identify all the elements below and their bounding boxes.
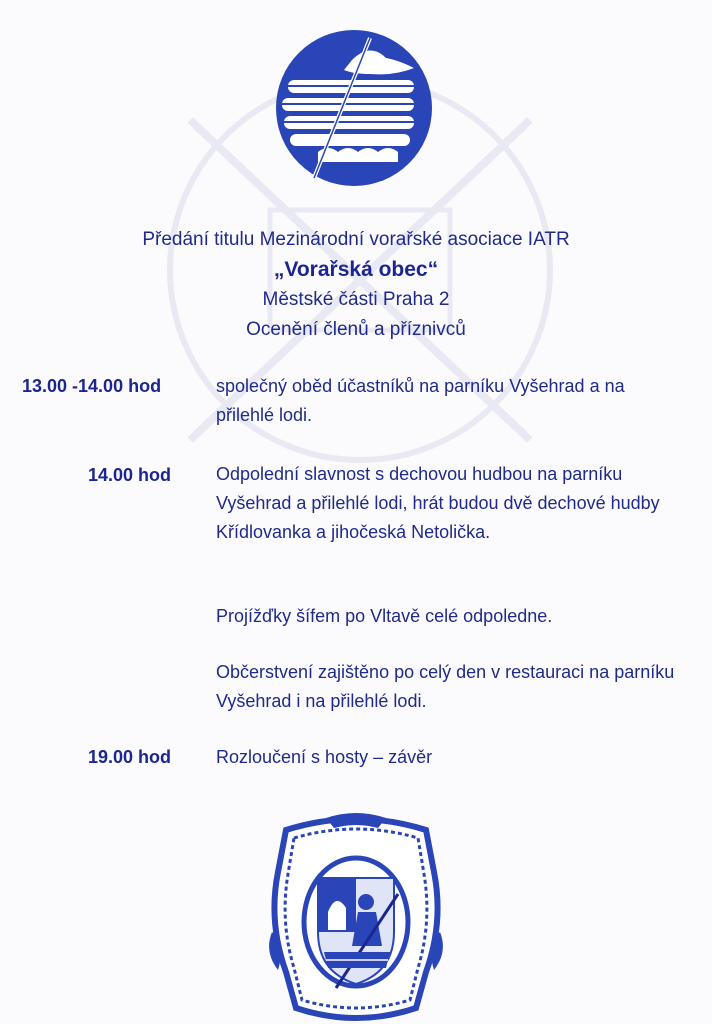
event-title: „Vorařská obec“: [273, 258, 439, 281]
schedule-time: 14.00 hod: [88, 465, 172, 485]
header-line-3: Městské části Praha 2: [262, 289, 450, 310]
schedule-text: Odpolední slavnost s dechovou hudbou na parníku Vyšehrad a přilehlé lodi, hrát budou dvě dechové hudby Křídlovanka a jihočeská Netolička.: [216, 464, 660, 542]
schedule-text: Rozloučení s hosty – závěr: [216, 747, 433, 767]
event-header: [0, 225, 712, 345]
coat-of-arms-icon: [266, 812, 446, 1024]
raft-logo-icon: [274, 28, 434, 188]
header-line-1: Předání titulu Mezinárodní vorařské asociace IATR: [142, 229, 570, 250]
schedule-time: 19.00 hod: [88, 747, 172, 767]
schedule-text: Projížďky šífem po Vltavě celé odpoledne.: [216, 606, 553, 626]
schedule-text: společný oběd účastníků na parníku Vyšehrad a na přilehlé lodi.: [216, 376, 625, 425]
schedule-text: Občerstvení zajištěno po celý den v restauraci na parníku Vyšehrad i na přilehlé lodi.: [216, 662, 675, 711]
schedule-time: 13.00 -14.00 hod: [22, 376, 162, 396]
header-line-4: Ocenění členů a příznivců: [246, 319, 466, 340]
